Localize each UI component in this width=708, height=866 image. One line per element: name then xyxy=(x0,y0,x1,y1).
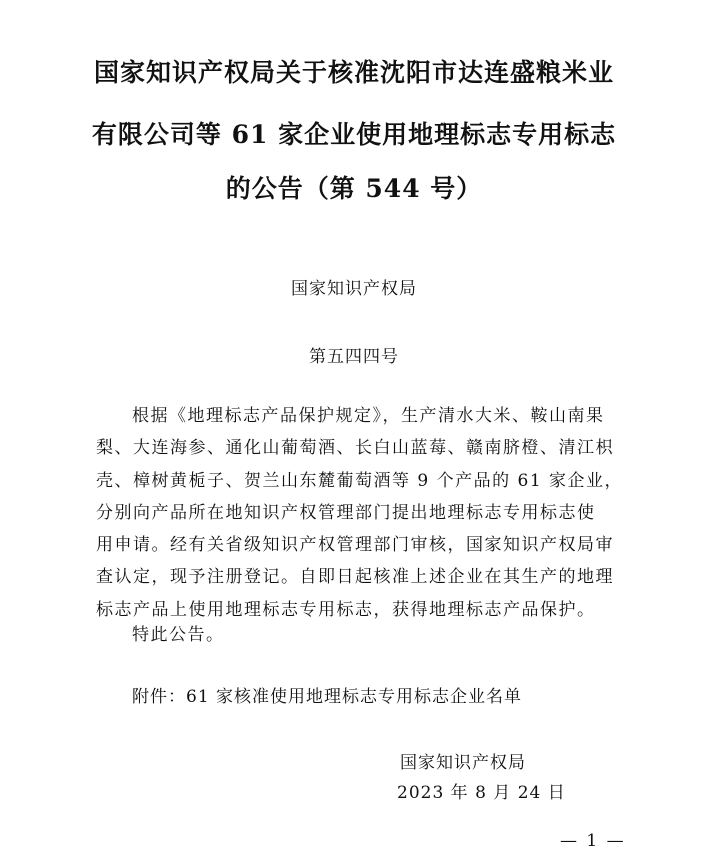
document-title-line-2: 有限公司等 61 家企业使用地理标志专用标志 xyxy=(91,120,617,149)
signature-date: 2023 年 8 月 24 日 xyxy=(397,783,566,803)
issuer-name: 国家知识产权局 xyxy=(291,279,417,299)
body-line-1: 根据《地理标志产品保护规定》，生产清水大米、鞍山南果 xyxy=(132,406,605,426)
body-line-4: 分别向产品所在地知识产权管理部门提出地理标志专用标志使 xyxy=(96,502,596,523)
signature-organization: 国家知识产权局 xyxy=(400,753,526,773)
body-line-2: 梨、大连海参、通化山葡萄酒、长白山蓝莓、赣南脐橙、清江枳 xyxy=(96,438,614,459)
body-line-5: 用申请。经有关省级知识产权管理部门审核，国家知识产权局审 xyxy=(96,535,614,556)
closing-statement: 特此公告。 xyxy=(132,625,225,645)
page-number: — 1 — xyxy=(560,831,626,851)
document-title-line-3: 的公告（第 544 号） xyxy=(225,174,483,203)
attachment-line: 附件：61 家核准使用地理标志专用标志企业名单 xyxy=(132,687,523,707)
body-line-7: 标志产品上使用地理标志专用标志，获得地理标志产品保护。 xyxy=(96,599,596,620)
body-line-6: 查认定，现予注册登记。自即日起核准上述企业在其生产的地理 xyxy=(96,567,614,588)
document-number: 第五四四号 xyxy=(309,347,399,367)
body-line-3: 壳、樟树黄栀子、贺兰山东麓葡萄酒等 9 个产品的 61 家企业， xyxy=(96,470,624,491)
document-title-line-1: 国家知识产权局关于核准沈阳市达连盛粮米业 xyxy=(93,58,614,87)
body-paragraph xyxy=(96,400,632,626)
